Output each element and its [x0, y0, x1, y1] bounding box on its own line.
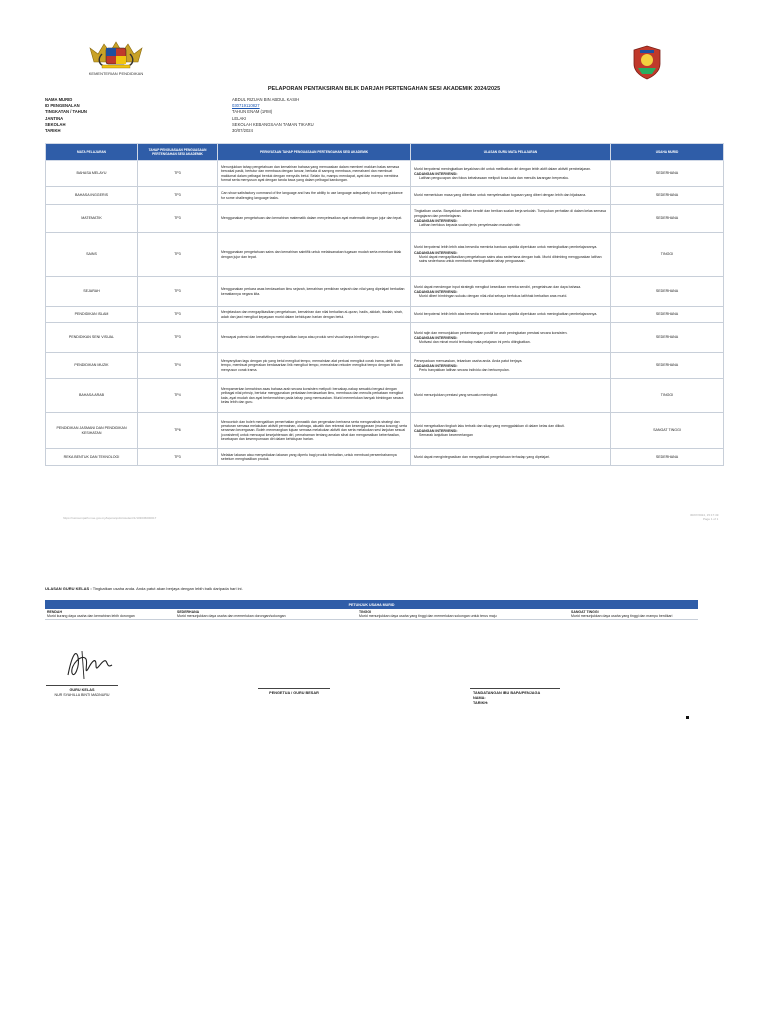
subject-cell: PENDIDIKAN JASMANI DAN PENDIDIKAN KESIHATAN: [46, 413, 138, 449]
effort-cell: SEDERHANA: [611, 187, 724, 205]
footer-page: [690, 514, 718, 521]
table-header-row: [46, 144, 724, 161]
statement-cell: Mencapai potensi dan kreativitinya menghasilkan karya atau produk seni visual tanpa bimbingan guru.: [218, 323, 411, 353]
guide-level: SEDERHANA: [177, 610, 200, 614]
intervention-label: CADANGAN INTERVENSI:: [414, 335, 458, 340]
intervention-text: Motivasi dan minat murid terhadap mata pelajaran ini perlu ditingkatkan.: [419, 340, 531, 345]
guide-item: [45, 609, 175, 620]
comment-cell: [411, 307, 611, 323]
intervention-label: CADANGAN INTERVENSI:: [414, 428, 458, 433]
statement-cell: Menyanyikan lagu dengan pic yang betul mengikut tempo, memainkan alat perkusi mengikut corak irama, detik dan tempo, membuat pergerakan berdasarkan lirik mengikut tempo, memainkan rekoder mengikut tempo dengan lirik dan menyusun corak irama.: [218, 353, 411, 379]
subject-cell: BAHASA ARAB: [46, 379, 138, 413]
student-info: [45, 97, 314, 134]
comment-text: Tingkatkan usaha. Banyakkan latihan kendiri dan berikan soalan kerja sekolah. Tumpukan perhatian di dalam kelas semasa pengajaran dan pembelajaran.: [414, 209, 606, 218]
intervention-text: Latihan pengucapan dan fokus kebahasaan meliputi kosa kata dan menulis karangan berperaku.: [419, 176, 570, 181]
report-title: PELAPORAN PENTAKSIRAN BILIK DARJAH PERTENGAHAN SESI AKADEMIK 2024/2025: [267, 86, 501, 92]
effort-cell: TINGGI: [611, 379, 724, 413]
comment-text: Persepaduan memuaskan, tekankan usaha anda. Anda patut berjaya.: [414, 358, 523, 363]
teacher-label: GURU KELAS: [69, 688, 95, 692]
info-label: NAMA MURID: [45, 97, 73, 102]
level-cell: TP3: [138, 277, 218, 307]
level-cell: TP3: [138, 161, 218, 187]
subject-cell: SAINS: [46, 233, 138, 277]
info-row: [45, 128, 314, 134]
footer-date: 30/07/2024, 15:17:49: [690, 513, 719, 517]
level-cell: TP4: [138, 353, 218, 379]
intervention-label: CADANGAN INTERVENSI:: [414, 363, 458, 368]
intervention-text: Perlu banyakkan latihan secara individu dan berkumpulan.: [419, 368, 510, 373]
intervention-text: Murid diberi bimbingan sukuku dengan nilai-nilai sebaya berfokus latihhak berkaitan aras murid.: [419, 294, 568, 299]
subject-cell: SEJARAH: [46, 277, 138, 307]
info-label: SEKOLAH: [45, 121, 66, 127]
statement-cell: Menggunakan perkara asas berdasarkan ilmu sejarah, kemahiran pemikiran sejarah dan nilai yang dipelajari berkaitan kematiannya negara kita.: [218, 277, 411, 307]
table-row: [46, 161, 724, 187]
col-level: TAHAP PENGUASAAN PENGUASAAN PERTENGAHAN SESI AKADEMIK: [138, 144, 218, 161]
guide-desc: Murid kurang daya usaha dan kemahiran lebih dorongan: [47, 614, 135, 619]
comment-cell: [411, 233, 611, 277]
table-row: [46, 449, 724, 466]
level-cell: TP3: [138, 307, 218, 323]
guide-item: [357, 609, 569, 620]
subject-cell: BAHASA MELAYU: [46, 161, 138, 187]
level-cell: TP3: [138, 187, 218, 205]
comment-text: Murid menunjukkan prestasi yang sesuatu meningkat.: [414, 393, 498, 398]
info-value: SEKOLAH KEBANGSAAN TAMAN TIKARU: [232, 121, 314, 127]
statement-cell: Menggunakan pengetahuan sains dan kemahiran saintifik untuk melaksanakan tugasan mudah serta menekan tidak dengan jujur dan tepat.: [218, 233, 411, 277]
info-label: TARIKH: [45, 128, 61, 134]
parent-label: TANDATANGAN IBU BAPA/PENJAGA: [473, 691, 541, 695]
subject-cell: PENDIDIKAN ISLAM: [46, 307, 138, 323]
info-value: TAHUN ENAM (1RM): [232, 109, 273, 115]
info-value: LELAKI: [232, 115, 247, 121]
statement-cell: Mencontoh dan boleh mengaitkan pemerhatian gimnastik dan pergerakan berirama serta menganalisis strategi dan peraturan semasa melakukan aktiviti permainan, olahraga, akuatik dan rekreasi dan kesenggaraan (masa kosong) serta senaman kecergasan. Boleh menerangkan tujuan semasa melakukan aktiviti dan serta melakukan sesi lanjutan sesuai (consistent) untuk mencapai kesejahteraan diri, pemahaman tentang amalan sihat dan mengamalkan keberhasilan, kecekapan dan kesempurnaan diri dalam kehidupan harian.: [218, 413, 411, 449]
statement-cell: Mempamerkan kemahiran asas bahasa arab secara konsisten meliputi: bercakap-nakap sewaktu bergaul dengan pelbagai nilai prinsip, bertutur menggunakan perkataan berdasarkan ilmu, membaca dan menulis perkataan mengikut kata, ayat mudah dan ayat berkemahiran pada tahap yang memuaskan. Murid memerlukan banyak bimbingan secara kelas lebih dan guru.: [218, 379, 411, 413]
comment-text: Murid memerlukan masa yang diberikan untuk menyelesaikan tugasan yang diberi dengan lebih dan bijaksana.: [414, 193, 587, 198]
table-row: [46, 413, 724, 449]
parent-date-label: TARIKH:: [473, 701, 489, 705]
info-label: ID PENGENALAN: [45, 103, 80, 109]
intervention-label: CADANGAN INTERVENSI:: [414, 250, 458, 255]
principal-signature-line: [258, 688, 330, 689]
guide-level: TINGGI: [359, 610, 372, 614]
comment-cell: [411, 413, 611, 449]
comment-cell: [411, 161, 611, 187]
effort-cell: SEDERHANA: [611, 205, 724, 233]
table-row: [46, 205, 724, 233]
comment-text: Murid dapat mendengar input strategik mengikut kesediaan mereka sendiri, pengetahuan dan daya bahasa.: [414, 284, 582, 289]
table-row: [46, 323, 724, 353]
class-teacher-comment: [45, 586, 243, 591]
guide-desc: Murid menunjukkan daya usaha dan memerlukan dorongan/sokongan: [177, 614, 286, 619]
info-label: JANTINA: [45, 115, 64, 121]
comment-cell: [411, 449, 611, 466]
id-link[interactable]: 030719110827: [232, 103, 260, 109]
intervention-text: Semarak lanjutkan kecemerlangan: [419, 433, 473, 438]
ministry-caption: KEMENTERIAN PENDIDIKAN: [88, 71, 144, 76]
effort-cell: TINGGI: [611, 233, 724, 277]
table-row: [46, 307, 724, 323]
intervention-label: CADANGAN INTERVENSI:: [414, 289, 458, 294]
subject-cell: MATEMATIK: [46, 205, 138, 233]
principal-label: PENGETUA / GURU BESAR: [269, 691, 319, 695]
comment-cell: [411, 205, 611, 233]
info-value: ABDUL RIZUAN BIN ABDUL KASIH: [232, 97, 300, 102]
statement-cell: Can show satisfactory command of the language and has the ability to use language adequately but require guidance for some challenging language tasks.: [218, 187, 411, 205]
comment-text: Murid berpotensi lebih lebih atas bersedia meminta bantuan apabila diperlukan untuk meningkatkan pembelajarannya.: [414, 312, 598, 317]
comment-text: Tingkatkan usaha anda. Anda patut akan berjaya dengan lebih baik daripada hari ini.: [92, 586, 243, 591]
intervention-text: Latihan berfokus kepada soalan jenis penyelesaian masalah rutin: [419, 223, 521, 228]
footer-page-number: Page 1 of 1: [703, 516, 719, 521]
effort-cell: SANGAT TINGGI: [611, 413, 724, 449]
statement-cell: Menunjukkan tahap pengetahuan dan kemahiran bahasa yang memuaskan dalam memberi maklum balas semasa bercakal pasik, bertutur dan membaca dengan lancar, berkata di sampng membaca, memahami dan membuat maklumat dalam pelbagai bentuk dengan menyulis betul. Selain itu, mampu mendapat, ayat dan mampu membina format serta menyusun ayat dengan tanda baca yang dalam pelbagai kandungan.: [218, 161, 411, 187]
level-cell: TP3: [138, 233, 218, 277]
comment-cell: [411, 379, 611, 413]
level-cell: TP4: [138, 379, 218, 413]
comment-cell: [411, 323, 611, 353]
subject-cell: REKA BENTUK DAN TEKNOLOGI: [46, 449, 138, 466]
guide-desc: Murid menunjukkan daya usaha yang tinggi dan mampu berdikari: [571, 614, 673, 619]
effort-cell: SEDERHANA: [611, 277, 724, 307]
subject-cell: BAHASA INGGERIS: [46, 187, 138, 205]
info-label: TINGKATAN / TAHUN: [45, 109, 87, 115]
comment-cell: [411, 353, 611, 379]
coat-of-arms-icon: [88, 40, 144, 70]
comment-text: Murid rajin dan menunjukkan perkembangan positif ke arah peningkatan prestasi secara konsisten.: [414, 330, 568, 335]
subject-cell: PENDIDIKAN MUZIK: [46, 353, 138, 379]
col-effort: USAHA MURID: [611, 144, 724, 161]
table-row: [46, 187, 724, 205]
comment-text: Murid berpotensi lebih lebih atas bersedia meminta bantuan apabila diperlukan untuk meningkatkan pembelajarannya.: [414, 245, 598, 250]
comment-text: Murid berpotensi meningkatkan keyakinan diri untuk melibatkan diri dengan lebih aktif dalam aktiviti pembelajaran.: [414, 166, 592, 171]
assessment-table: [45, 143, 724, 466]
effort-cell: SEDERHANA: [611, 353, 724, 379]
level-cell: TP3: [138, 205, 218, 233]
level-cell: TP6: [138, 413, 218, 449]
comment-label: ULASAN GURU KELAS :: [45, 586, 92, 591]
effort-cell: SEDERHANA: [611, 307, 724, 323]
table-row: [46, 233, 724, 277]
page-dot: [686, 716, 689, 719]
guide-row: [45, 609, 698, 620]
subject-cell: PENDIDIKAN SENI VISUAL: [46, 323, 138, 353]
statement-cell: Menggunakan pengetahuan dan kemahiran matematik dalam menyelesaikan ayat matematik dengan jujur dan tepat.: [218, 205, 411, 233]
comment-text: Murid mengekalkan tingkah laku terbaik dan sikap yang menggalakkan di dalam kelas dan diikuti.: [414, 423, 565, 428]
teacher-name: NUR SYAHILLA BINTI MADNURU: [54, 693, 110, 697]
col-comment: ULASAN GURU MATA PELAJARAN: [411, 144, 611, 161]
effort-cell: SEDERHANA: [611, 449, 724, 466]
signature-icon: [62, 645, 118, 683]
guide-title: PETUNJUK USAHA MURID: [45, 600, 698, 609]
table-row: [46, 277, 724, 307]
guide-level: RENDAH: [47, 610, 62, 614]
school-logo-icon: [630, 44, 664, 80]
intervention-label: CADANGAN INTERVENSI:: [414, 171, 458, 176]
effort-cell: SEDERHANA: [611, 323, 724, 353]
level-cell: TP3: [138, 449, 218, 466]
teacher-signature-line: [46, 685, 118, 686]
guide-item: [569, 609, 698, 620]
effort-guide-table: [45, 600, 698, 620]
col-subject: MATA PELAJARAN: [46, 144, 138, 161]
level-cell: TP3: [138, 323, 218, 353]
parent-name-label: NAMA:: [473, 696, 486, 700]
table-row: [46, 353, 724, 379]
comment-text: Murid dapat mengintegrasikan dan mengaplikasi pengetahuan terhadap yang dipelajari.: [414, 454, 551, 459]
info-value: 30/07/2024: [232, 128, 253, 134]
guide-desc: Murid menunjukkan daya usaha yang tinggi dan memerlukan sokongan untuk terus maju: [359, 614, 497, 619]
statement-cell: Melakar lakaran atau menyediakan lakaran yang diperlu bagi produk berkaitan, untuk membuat persembahannya sebelum menghasilkan produk.: [218, 449, 411, 466]
intervention-text: Murid dapat mengaplikasikan pengetahuan sains atau sederhana dengan baik. Murid dibimbing menggunakan latihan sains sederhana untuk membantu meningkatkan tahap penguasaan.: [419, 255, 602, 264]
guide-level: SANGAT TINGGI: [571, 610, 599, 614]
comment-cell: [411, 187, 611, 205]
comment-cell: [411, 277, 611, 307]
footer-url: https://rumsumpath.moe.gov.my/laporanpdm/student/1/103036000017: [63, 516, 157, 520]
table-row: [46, 379, 724, 413]
statement-cell: Menjelaskan dan mengaplikasikan pengetahuan, kemahiran dan nilai berkaitan al-quran, hadis, akidah, ibadah, sirah, adab dan jawi mengikut kepayaan murid dalam kehidupan harian dengan betul.: [218, 307, 411, 323]
intervention-label: CADANGAN INTERVENSI:: [414, 219, 458, 223]
parent-block: [473, 691, 540, 706]
guide-item: [175, 609, 357, 620]
col-statement: PERNYATAAN TAHAP PENGUASAAN PERTENGAHAN SESI AKADEMIK: [218, 144, 411, 161]
parent-signature-line: [470, 688, 560, 689]
effort-cell: SEDERHANA: [611, 161, 724, 187]
